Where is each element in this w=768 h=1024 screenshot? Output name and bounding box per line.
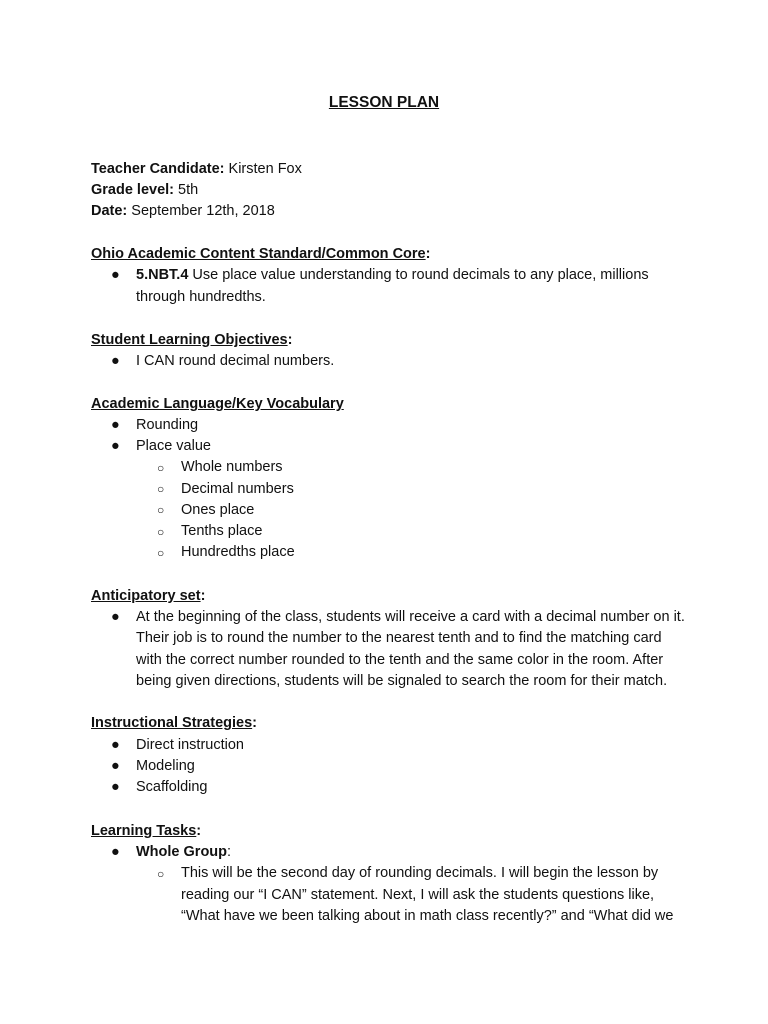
teacher-value: Kirsten Fox [228, 161, 302, 177]
tasks-heading [91, 821, 201, 842]
objective-item: I CAN round decimal numbers. [136, 353, 335, 369]
grade-label: Grade level: [91, 182, 175, 198]
task-line: “What have we been talking about in math class recently?” and “What did we [181, 908, 674, 924]
standard-item-line1 [136, 265, 649, 286]
anticipatory-heading-colon: : [200, 588, 206, 604]
tasks-heading-text: Learning Tasks [91, 823, 197, 839]
date-line [91, 201, 275, 222]
bullet-icon: ● [111, 609, 120, 625]
tasks-heading-colon: : [196, 823, 202, 839]
task-line: This will be the second day of rounding decimals. I will begin the lesson by [181, 865, 659, 881]
strategy-item: Modeling [136, 758, 195, 774]
anticipatory-heading-text: Anticipatory set [91, 588, 201, 604]
strategies-heading-text: Instructional Strategies [91, 715, 253, 731]
standard-code: 5.NBT.4 [136, 267, 189, 283]
whole-group-colon: : [227, 844, 232, 860]
anticipatory-line: Their job is to round the number to the nearest tenth and to find the matching card [136, 630, 662, 646]
strategies-heading-colon: : [252, 715, 257, 731]
bullet-icon: ● [111, 779, 120, 795]
vocabulary-subitem: Whole numbers [181, 459, 283, 475]
objectives-heading-text: Student Learning Objectives [91, 332, 288, 348]
strategy-item: Scaffolding [136, 779, 208, 795]
teacher-candidate-line [91, 159, 302, 180]
anticipatory-line: with the correct number rounded to the tenth and the same color in the room. After [136, 652, 664, 668]
vocabulary-subitem: Hundredths place [181, 544, 295, 560]
standard-item-line2: through hundredths. [136, 289, 266, 305]
sub-bullet-icon: ○ [157, 546, 165, 560]
strategy-item: Direct instruction [136, 737, 244, 753]
objectives-heading-colon: : [287, 332, 293, 348]
bullet-icon: ● [111, 353, 120, 369]
bullet-icon: ● [111, 267, 120, 283]
bullet-icon: ● [111, 737, 120, 753]
sub-bullet-icon: ○ [157, 867, 165, 881]
bullet-icon: ● [111, 758, 120, 774]
teacher-label: Teacher Candidate: [91, 161, 225, 177]
date-label: Date: [91, 203, 128, 219]
anticipatory-line: At the beginning of the class, students will receive a card with a decimal number on it. [136, 609, 685, 625]
whole-group-label [136, 842, 231, 863]
objectives-heading [91, 330, 292, 351]
whole-group-text: Whole Group [136, 844, 228, 860]
vocabulary-item: Place value [136, 438, 211, 454]
bullet-icon: ● [111, 417, 120, 433]
vocabulary-heading [91, 394, 344, 415]
anticipatory-heading [91, 586, 205, 607]
sub-bullet-icon: ○ [157, 503, 165, 517]
grade-value: 5th [178, 182, 199, 198]
date-value: September 12th, 2018 [131, 203, 275, 219]
vocabulary-subitem: Decimal numbers [181, 481, 294, 497]
sub-bullet-icon: ○ [157, 525, 165, 539]
standard-text: Use place value understanding to round decimals to any place, millions [192, 267, 649, 283]
vocabulary-heading-text: Academic Language/Key Vocabulary [91, 396, 344, 412]
standards-heading-colon: : [425, 246, 431, 262]
vocabulary-item: Rounding [136, 417, 199, 433]
sub-bullet-icon: ○ [157, 461, 165, 475]
bullet-icon: ● [111, 438, 120, 454]
bullet-icon: ● [111, 844, 120, 860]
vocabulary-subitem: Ones place [181, 502, 255, 518]
grade-level-line [91, 180, 198, 201]
task-line: reading our “I CAN” statement. Next, I will ask the students questions like, [181, 887, 655, 903]
vocabulary-subitem: Tenths place [181, 523, 263, 539]
strategies-heading [91, 713, 257, 734]
standards-heading [91, 244, 430, 265]
sub-bullet-icon: ○ [157, 482, 165, 496]
page-title: LESSON PLAN [328, 94, 440, 111]
standards-heading-text: Ohio Academic Content Standard/Common Core [91, 246, 426, 262]
anticipatory-line: being given directions, students will be signaled to search the room for their match. [136, 673, 668, 689]
